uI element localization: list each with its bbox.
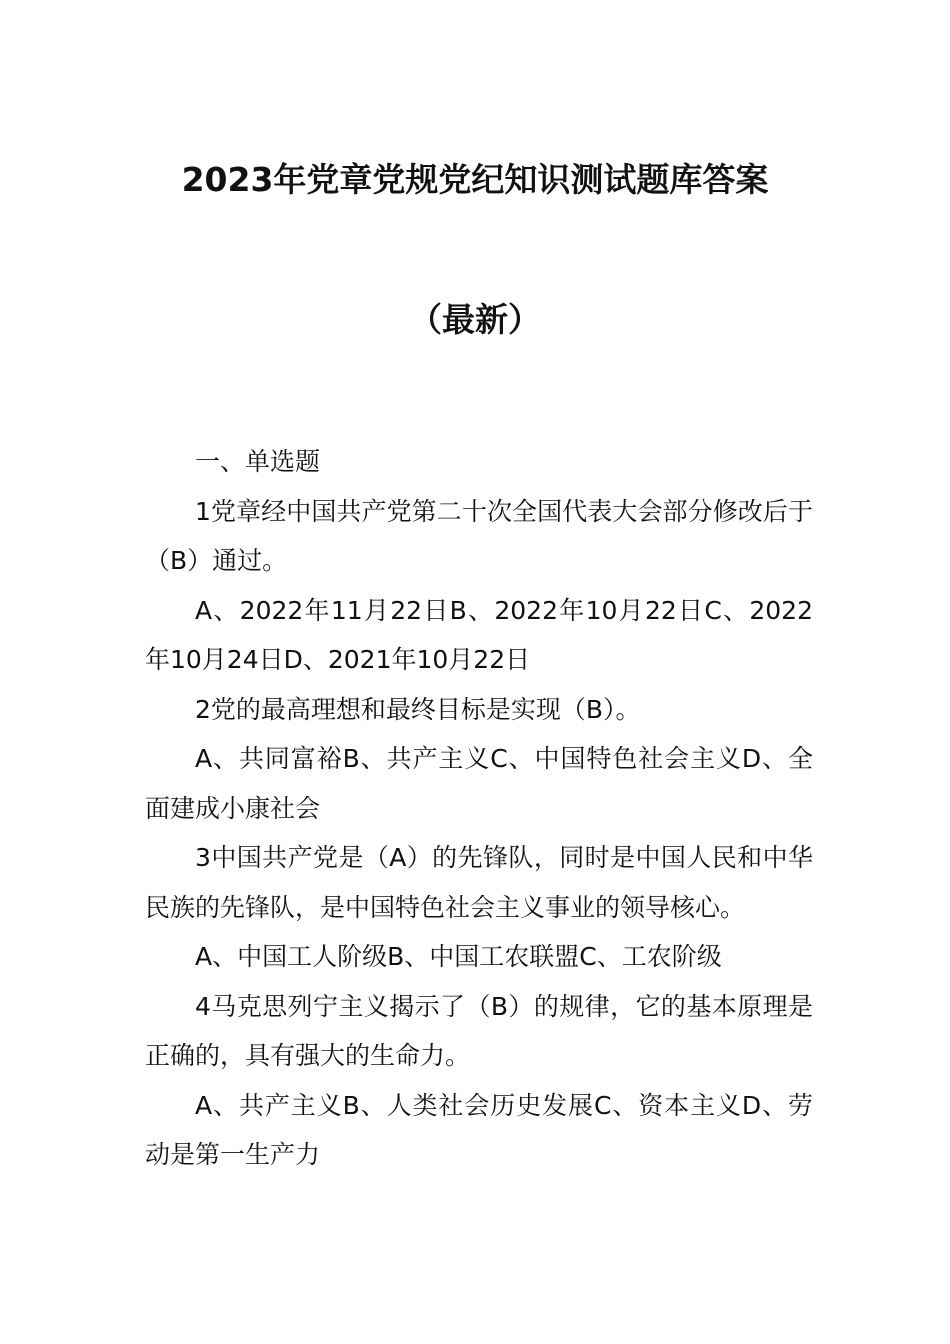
question-3: 3中国共产党是（A）的先锋队，同时是中国人民和中华民族的先锋队，是中国特色社会主义事业的领导核心。 xyxy=(145,843,813,922)
document-subtitle: （最新） xyxy=(409,300,541,339)
question-4-options: A、共产主义B、人类社会历史发展C、资本主义D、劳动是第一生产力 xyxy=(145,1090,813,1169)
question-4: 4马克思列宁主义揭示了（B）的规律，它的基本原理是正确的，具有强大的生命力。 xyxy=(145,991,813,1070)
question-1-options: A、2022年11月22日B、2022年10月22日C、2022年10月24日D、2021年10月22日 xyxy=(145,595,813,674)
section-heading: 一、单选题 xyxy=(195,447,321,476)
document-title: 2023年党章党规党纪知识测试题库答案 xyxy=(181,160,769,199)
question-2: 2党的最高理想和最终目标是实现（B）。 xyxy=(195,694,641,724)
question-1: 1党章经中国共产党第二十次全国代表大会部分修改后于（B）通过。 xyxy=(145,496,813,575)
question-2-options: A、共同富裕B、共产主义C、中国特色社会主义D、全面建成小康社会 xyxy=(145,744,813,823)
document-body xyxy=(145,437,813,1180)
question-3-options: A、中国工人阶级B、中国工农联盟C、工农阶级 xyxy=(195,942,722,971)
